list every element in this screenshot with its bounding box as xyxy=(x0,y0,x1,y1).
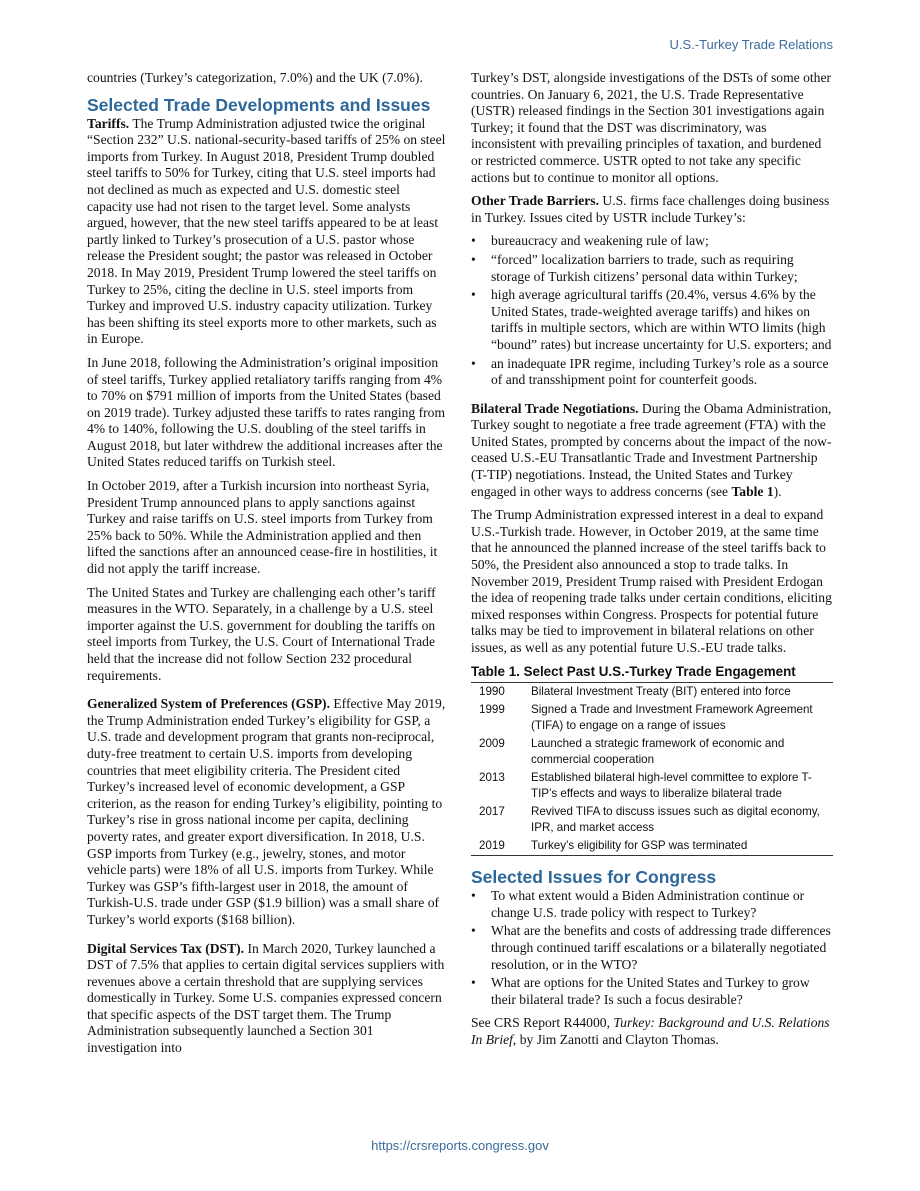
see-prefix: See CRS Report R44000, xyxy=(471,1015,614,1031)
section-heading-trade-developments: Selected Trade Developments and Issues xyxy=(87,94,431,115)
right-column xyxy=(471,70,833,1056)
negotiations-paragraph xyxy=(471,401,833,501)
list-item: • high average agricultural tariffs (20.4%, versus 4.6% by the United States, trade-weighted average tariffs) and hikes on tariffs in multiple sectors, which are within WTO limits (high “bound” rates) but increase uncertainty for U.S. exporters; and xyxy=(491,287,833,353)
table-title: Table 1. Select Past U.S.-Turkey Trade Engagement xyxy=(471,664,833,684)
retaliatory-tariffs-paragraph: In June 2018, following the Administration’s original imposition of steel tariffs, Turkey applied retaliatory tariffs ranging from 4% to 70% on $791 million of imports from the United States (based on 2019 trade). Turkey adjusted these tariffs to rates ranging from 4% to 140%, following the U.S. doubling of the steel tariffs in August 2018, but later withdrew the additional increases after the United States reduced tariffs on Turkish steel. xyxy=(87,354,446,470)
dst-lead: Digital Services Tax (DST). xyxy=(87,940,245,956)
dst-text: In March 2020, Turkey launched a DST of 7.5% that applies to certain digital services suppliers with revenues above a certain threshold that are supplying services domestically in Turkey. Some U.S. companies expressed concern that specific aspects of the DST target them. The Trump Administration subsequently launched a Section 301 investigation into xyxy=(87,940,445,1056)
barriers-paragraph xyxy=(471,193,833,226)
table-event: Established bilateral high-level committee to explore T-TIP’s effects and ways to liberalize bilateral trade xyxy=(531,771,812,801)
syria-paragraph: In October 2019, after a Turkish incursion into northeast Syria, President Trump announced plans to apply sanctions against Turkey and raise tariffs on U.S. steel imports from Turkey from 25% back to 50%. While the Administration applied and then lifted the sanctions after an announced cease-fire in hostilities, it did not apply the tariff increase. xyxy=(87,478,438,577)
table-year: 2009 xyxy=(479,737,505,751)
left-column xyxy=(87,70,447,1064)
section-heading-issues-for-congress: Selected Issues for Congress xyxy=(471,867,717,888)
negotiations-text: During the Obama Administration, Turkey sought to negotiate a free trade agreement (FTA) with the United States, prompted by concerns about the impact of the now-ceased U.S.-EU Transatlantic Trade and Investment Partnership (T-TIP) negotiations. Instead, the United States and Turkey engaged in other ways to address concerns (see xyxy=(471,400,832,499)
negotiations-lead: Bilateral Trade Negotiations. xyxy=(471,400,639,416)
gsp-paragraph xyxy=(87,696,447,928)
see-also-paragraph xyxy=(471,1015,833,1048)
table-row xyxy=(471,803,833,837)
table-event: Turkey’s eligibility for GSP was terminated xyxy=(531,839,748,853)
barriers-list xyxy=(471,233,833,388)
trump-trade-paragraph: The Trump Administration expressed interest in a deal to expand U.S.-Turkish trade. However, in October 2019, at the same time that he announced the planned increase of the steel tariffs back to 50%, the President also announced a stop to trade talks. In November 2019, President Trump raised with President Erdogan the idea of reopening trade talks under certain conditions, eliciting mixed responses within Congress. Prospects for potential future talks may be tied to improvement in bilateral relations on other issues, as well as any potential future U.S.-EU trade talks. xyxy=(471,507,832,655)
engagement-table-block xyxy=(471,664,833,857)
tariffs-paragraph xyxy=(87,116,447,348)
table-event: Signed a Trade and Investment Framework Agreement (TIFA) to engage on a range of issues xyxy=(531,703,813,733)
table-year: 2013 xyxy=(479,771,505,785)
table-year: 1990 xyxy=(479,685,505,699)
table-row xyxy=(471,683,833,701)
list-item: • bureaucracy and weakening rule of law; xyxy=(491,233,833,250)
running-header: U.S.-Turkey Trade Relations xyxy=(669,37,833,52)
table-event: Revived TIFA to discuss issues such as digital economy, IPR, and market access xyxy=(531,805,820,835)
issues-list xyxy=(471,888,833,1008)
report-title: Turkey: Background and U.S. Relations In Brief xyxy=(471,1015,830,1047)
table-year: 2019 xyxy=(479,839,505,853)
intro-fragment: countries (Turkey’s categorization, 7.0%) and the UK (7.0%). xyxy=(87,70,423,85)
footer-url-link[interactable]: https://crsreports.congress.gov xyxy=(371,1138,549,1153)
dst-continued-paragraph: Turkey’s DST, alongside investigations of the DSTs of some other countries. On January 6, 2021, the U.S. Trade Representative (USTR) released findings in the Section 301 investigations again Turkey; it found that the DST was discriminatory, was inconsistent with prevailing principles of taxation, and burdened or restricted commerce. USTR opted to not take any specific actions but to continue to monitor all options. xyxy=(471,70,832,185)
table-year: 1999 xyxy=(479,703,505,717)
table-event: Bilateral Investment Treaty (BIT) entered into force xyxy=(531,685,791,699)
barriers-lead: Other Trade Barriers. xyxy=(471,193,599,209)
table-row xyxy=(471,735,833,769)
see-suffix: , by Jim Zanotti and Clayton Thomas. xyxy=(512,1031,719,1047)
table-row xyxy=(471,769,833,803)
tariffs-text: The Trump Administration adjusted twice the original “Section 232” U.S. national-security-based tariffs of 25% on steel imports from Turkey. In August 2018, President Trump doubled steel tariffs to 50% for Turkey, citing that U.S. steel imports had not declined as much as expected and U.S. domestic steel capacity use had not risen to the target level. Some analysts argued, however, that the new steel tariffs appeared to be at least partly linked to Turkey’s prosecution of a U.S. pastor whose release the President sought; the pastor was released in October 2018. In May 2019, President Trump lowered the steel tariffs on Turkey to 25%, citing the decline in U.S. steel imports from Turkey and improved U.S. industry capacity utilization. Turkey has been shifting its steel exports more to other markets, such as in Europe. xyxy=(87,115,446,347)
list-item: • “forced” localization barriers to trade, such as requiring storage of Turkish citizens’ personal data within Turkey; xyxy=(491,252,833,285)
table-event: Launched a strategic framework of economic and commercial cooperation xyxy=(531,737,785,767)
table-row xyxy=(471,701,833,735)
negotiations-end: ). xyxy=(773,483,782,499)
wto-challenge-paragraph: The United States and Turkey are challenging each other’s tariff measures in the WTO. Separately, in a challenge by a U.S. steel importer against the U.S. government for doubling the tariffs on steel imports from Turkey, the U.S. Court of International Trade held that the increase did not follow Section 232 procedural requirements. xyxy=(87,584,436,683)
dst-paragraph xyxy=(87,941,447,1057)
barriers-text: U.S. firms face challenges doing business in Turkey. Issues cited by USTR include Turkey’s: xyxy=(471,193,830,225)
table-reference: Table 1 xyxy=(731,483,774,499)
list-item: • What are options for the United States and Turkey to grow their bilateral trade? Is such a focus desirable? xyxy=(491,975,833,1008)
gsp-lead: Generalized System of Preferences (GSP). xyxy=(87,696,330,712)
table-year: 2017 xyxy=(479,805,505,819)
table-row xyxy=(471,837,833,856)
tariffs-lead: Tariffs. xyxy=(87,115,130,131)
list-item: • To what extent would a Biden Administration continue or change U.S. trade policy with respect to Turkey? xyxy=(491,888,833,921)
list-item: • What are the benefits and costs of addressing trade differences through continued tariff escalations or a bilaterally negotiated resolution, or in the WTO? xyxy=(491,923,833,973)
gsp-text: Effective May 2019, the Trump Administration ended Turkey’s eligibility for GSP, a U.S. trade and development program that grants non-reciprocal, duty-free treatment to certain U.S. imports from developing countries that meet eligibility criteria. The President cited Turkey’s increased level of economic development, a GSP criterion, as the reason for ending Turkey’s eligibility, pointing to Turkey’s rise in gross national income per capita, declining poverty rates, and greater export diversification. In 2018, U.S. GSP imports from Turkey (e.g., jewelry, stones, and motor vehicle parts) were 18% of all U.S. imports from Turkey. While Turkey was GSP’s fifth-largest user in 2018, the amount of Turkish-U.S. trade under GSP ($1.9 billion) was a small share of Turkey’s world exports ($168 billion). xyxy=(87,696,446,927)
list-item: • an inadequate IPR regime, including Turkey’s role as a source of and transshipment point for counterfeit goods. xyxy=(491,356,833,389)
engagement-table xyxy=(471,683,833,856)
